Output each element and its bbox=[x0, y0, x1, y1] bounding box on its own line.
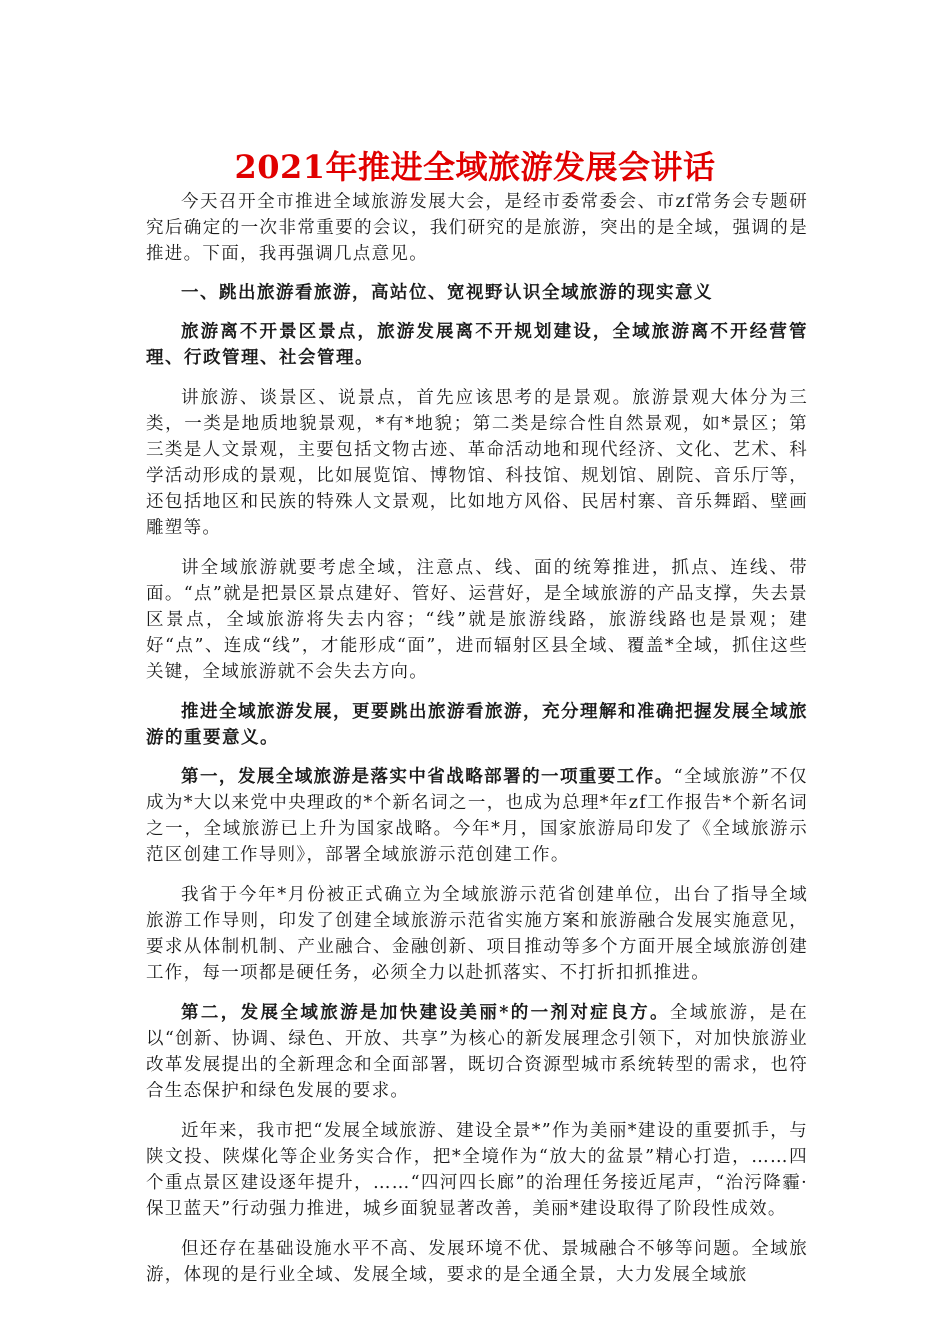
body-paragraph: 近年来，我市把“发展全域旅游、建设全景*”作为美丽*建设的重要抓手，与陕文投、陕煤化等企业务实合作，把*全境作为“放大的盆景”精心打造，……四个重点景区建设逐年提升，……“四河四长廊”的治理任务接近尾声，“治污降霾·保卫蓝天”行动强力推进，城乡面貌显著改善，美丽*建设取得了阶段性成效。 bbox=[146, 1121, 808, 1219]
bold-subheading: 旅游离不开景区景点，旅游发展离不开规划建设，全域旅游离不开经营管理、行政管理、社会管理。 bbox=[146, 322, 808, 368]
body-paragraph: 但还存在基础设施水平不高、发展环境不优、景城融合不够等问题。全域旅游，体现的是行业全域、发展全域，要求的是全通全景，大力发展全域旅 bbox=[146, 1239, 808, 1285]
point-paragraph bbox=[146, 1000, 808, 1104]
body-paragraph: 我省于今年*月份被正式确立为全域旅游示范省创建单位，出台了指导全域旅游工作导则，印发了创建全域旅游示范省实施方案和旅游融合发展实施意见，要求从体制机制、产业融合、金融创新、项目推动等多个方面开展全域旅游创建工作，每一项都是硬任务，必须全力以赴抓落实、不打折扣抓推进。 bbox=[146, 885, 808, 983]
point-lead: 第二，发展全域旅游是加快建设美丽*的一剂对症良方。 bbox=[181, 1003, 670, 1023]
section-heading: 一、跳出旅游看旅游，高站位、宽视野认识全域旅游的现实意义 bbox=[181, 283, 713, 303]
intro-paragraph: 今天召开全市推进全域旅游发展大会，是经市委常委会、市zf常务会专题研究后确定的一次非常重要的会议，我们研究的是旅游，突出的是全域，强调的是推进。下面，我再强调几点意见。 bbox=[146, 192, 808, 264]
point-paragraph bbox=[146, 764, 808, 868]
point-text: “全域旅游”不仅成为*大以来党中央理政的*个新名词之一，也成为总理*年zf工作报告*个新名词之一，全域旅游已上升为国家战略。今年*月，国家旅游局印发了《全域旅游示范区创建工作导则》，部署全域旅游示范创建工作。 bbox=[146, 767, 808, 865]
bold-subheading: 推进全域旅游发展，更要跳出旅游看旅游，充分理解和准确把握发展全域旅游的重要意义。 bbox=[146, 702, 808, 748]
point-lead: 第一，发展全域旅游是落实中省战略部署的一项重要工作。 bbox=[181, 767, 674, 787]
document-title: 2021年推进全域旅游发展会讲话 bbox=[234, 148, 716, 186]
document-body bbox=[146, 189, 808, 1288]
body-paragraph: 讲旅游、谈景区、说景点，首先应该思考的是景观。旅游景观大体分为三类，一类是地质地貌景观，*有*地貌；第二类是综合性自然景观，如*景区；第三类是人文景观，主要包括文物古迹、革命活动地和现代经济、文化、艺术、科学活动形成的景观，比如展览馆、博物馆、科技馆、规划馆、剧院、音乐厅等，还包括地区和民族的特殊人文景观，比如地方风俗、民居村寨、音乐舞蹈、壁画雕塑等。 bbox=[146, 388, 808, 538]
point-text: 全域旅游，是在以“创新、协调、绿色、开放、共享”为核心的新发展理念引领下，对加快旅游业改革发展提出的全新理念和全面部署，既切合资源型城市系统转型的需求，也符合生态保护和绿色发展的要求。 bbox=[146, 1003, 808, 1101]
body-paragraph: 讲全域旅游就要考虑全域，注意点、线、面的统筹推进，抓点、连线、带面。“点”就是把景区景点建好、管好、运营好，是全域旅游的产品支撑，失去景区景点，全域旅游将失去内容；“线”就是旅游线路，旅游线路也是景观；建好“点”、连成“线”，才能形成“面”，进而辐射区县全域、覆盖*全域，抓住这些关键，全域旅游就不会失去方向。 bbox=[146, 558, 808, 682]
